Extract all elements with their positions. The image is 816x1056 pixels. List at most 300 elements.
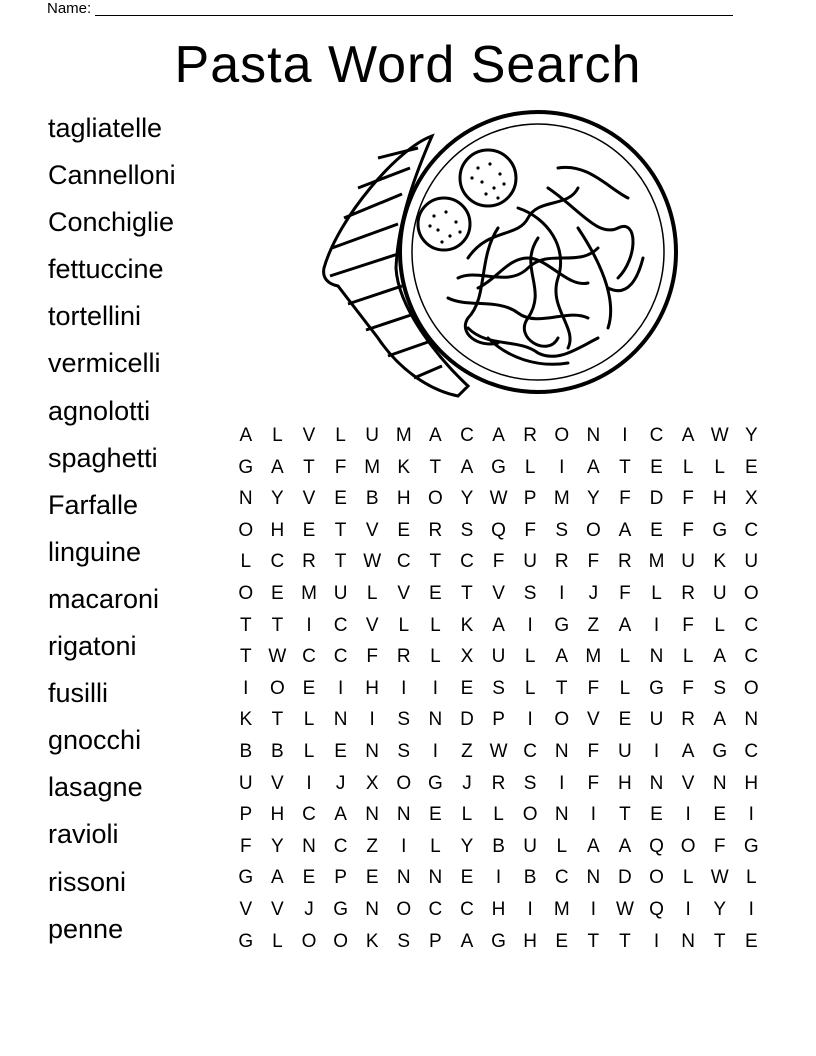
grid-cell: Z (587, 614, 600, 636)
grid-cell: J (462, 772, 472, 794)
grid-cell: C (744, 646, 759, 668)
grid-cell: R (681, 582, 695, 604)
grid-cell: H (396, 488, 411, 510)
grid-cell: E (744, 930, 758, 952)
grid-cell: S (397, 930, 411, 952)
grid-cell: A (334, 804, 347, 826)
grid-cell: Q (649, 835, 664, 857)
grid-cell: L (461, 804, 473, 826)
letter-grid (230, 420, 767, 957)
grid-cell: I (590, 804, 596, 826)
grid-cell: S (523, 582, 537, 604)
grid-cell: B (239, 740, 253, 762)
grid-cell: I (653, 740, 660, 762)
word-item: penne (48, 913, 124, 944)
grid-cell: T (619, 456, 631, 478)
grid-cell: F (587, 551, 600, 573)
grid-cell: E (334, 740, 347, 762)
grid-cell: E (302, 677, 316, 699)
grid-cell: T (619, 804, 631, 826)
grid-cell: A (713, 646, 727, 668)
word-item: vermicelli (48, 348, 161, 379)
name-blank-line (95, 3, 733, 16)
grid-cell: N (302, 835, 316, 857)
grid-cell: A (492, 614, 505, 636)
grid-cell: J (588, 582, 599, 604)
word-item: linguine (48, 536, 142, 567)
grid-cell: F (587, 677, 600, 699)
grid-cell: U (744, 551, 759, 573)
grid-cell: C (396, 551, 411, 573)
grid-cell: V (397, 582, 411, 604)
grid-cell: W (710, 867, 729, 889)
grid-cell: A (713, 709, 727, 731)
word-item: tagliatelle (48, 113, 163, 143)
grid-cell: T (334, 519, 347, 541)
grid-cell: F (682, 488, 694, 510)
grid-row (230, 799, 767, 831)
grid-cell: Q (649, 898, 664, 920)
spaghetti-plate-illustration (318, 108, 680, 404)
grid-row (230, 578, 767, 610)
grid-cell: I (685, 804, 691, 826)
grid-cell: S (555, 519, 569, 541)
grid-cell: L (430, 614, 441, 636)
grid-cell: I (559, 456, 565, 478)
grid-cell: G (238, 456, 254, 478)
grid-cell: C (649, 425, 664, 446)
grid-row (230, 641, 767, 673)
grid-cell: T (271, 614, 284, 636)
grid-row (230, 452, 767, 484)
grid-cell: G (238, 867, 254, 889)
grid-cell: A (460, 930, 474, 952)
grid-cell: O (238, 519, 254, 541)
grid-cell: I (748, 898, 754, 920)
grid-cell: F (587, 740, 600, 762)
grid-cell: F (682, 614, 694, 636)
grid-cell: L (272, 425, 283, 446)
grid-cell: I (527, 614, 533, 636)
grid-cell: B (492, 835, 505, 857)
plate-icon (400, 112, 676, 392)
grid-cell: E (618, 709, 632, 731)
grid-cell: O (522, 804, 538, 826)
grid-cell: T (429, 456, 442, 478)
grid-cell: V (239, 898, 253, 920)
grid-cell: E (334, 488, 347, 510)
grid-cell: R (681, 709, 695, 731)
grid-cell: B (523, 867, 537, 889)
grid-cell: C (744, 519, 759, 541)
grid-cell: G (491, 930, 506, 952)
grid-cell: Q (491, 519, 506, 541)
grid-cell: V (271, 772, 284, 794)
word-item: fusilli (48, 678, 109, 709)
grid-cell: R (491, 772, 506, 794)
word-item: gnocchi (48, 725, 142, 756)
grid-cell: C (460, 551, 474, 573)
grid-cell: A (429, 425, 442, 446)
grid-cell: A (492, 425, 505, 446)
grid-cell: S (492, 677, 505, 699)
grid-cell: O (554, 709, 570, 731)
grid-cell: L (430, 835, 441, 857)
grid-cell: G (333, 898, 348, 920)
grid-cell: N (712, 772, 727, 794)
grid-cell: H (618, 772, 632, 794)
grid-cell: V (681, 772, 695, 794)
grid-cell: M (364, 456, 381, 478)
grid-cell: W (615, 898, 634, 920)
grid-cell: W (489, 488, 508, 510)
grid-cell: O (427, 488, 443, 510)
grid-cell: A (586, 835, 600, 857)
grid-row (230, 894, 767, 926)
grid-cell: E (650, 804, 663, 826)
grid-cell: P (492, 709, 505, 731)
grid-cell: F (713, 835, 726, 857)
grid-cell: O (270, 677, 285, 699)
grid-cell: O (680, 835, 696, 857)
grid-cell: N (586, 425, 601, 446)
grid-cell: A (271, 456, 284, 478)
grid-cell: W (710, 425, 729, 446)
grid-cell: K (365, 930, 379, 952)
grid-cell: D (649, 488, 664, 510)
grid-cell: L (398, 614, 410, 636)
grid-cell: I (306, 614, 312, 636)
grid-cell: T (461, 582, 473, 604)
grid-cell: F (524, 519, 536, 541)
grid-cell: F (587, 772, 600, 794)
grid-cell: O (396, 898, 412, 920)
grid-cell: L (619, 677, 631, 699)
grid-cell: B (271, 740, 284, 762)
grid-cell: C (333, 614, 348, 636)
grid-cell: P (334, 867, 347, 889)
grid-cell: I (559, 772, 565, 794)
grid-cell: C (302, 804, 316, 826)
grid-cell: C (302, 646, 316, 668)
word-item: Conchiglie (48, 207, 175, 238)
grid-cell: I (495, 867, 502, 889)
grid-cell: K (397, 456, 411, 478)
grid-cell: F (682, 677, 694, 699)
grid-cell: E (650, 519, 663, 541)
grid-cell: T (429, 551, 442, 573)
grid-cell: A (618, 519, 632, 541)
grid-cell: E (460, 867, 474, 889)
grid-cell: Z (366, 835, 378, 857)
grid-cell: I (559, 582, 565, 604)
word-item: Cannelloni (48, 160, 176, 191)
grid-cell: U (649, 709, 664, 731)
word-item: spaghetti (48, 442, 158, 473)
grid-cell: W (363, 551, 382, 573)
grid-cell: T (619, 930, 631, 952)
grid-cell: O (743, 582, 759, 604)
grid-cell: E (397, 519, 411, 541)
grid-cell: Y (460, 488, 474, 510)
grid-cell: Y (271, 835, 284, 857)
grid-cell: L (714, 456, 725, 478)
grid-cell: T (303, 456, 315, 478)
grid-cell: L (493, 804, 504, 826)
grid-cell: N (586, 867, 601, 889)
grid-cell: L (619, 646, 631, 668)
grid-cell: N (428, 867, 443, 889)
grid-cell: N (396, 867, 411, 889)
grid-cell: N (396, 804, 411, 826)
grid-cell: E (744, 456, 758, 478)
grid-cell: I (401, 835, 407, 857)
grid-cell: E (271, 582, 284, 604)
grid-cell: P (239, 804, 253, 826)
grid-cell: E (460, 677, 474, 699)
grid-cell: F (682, 519, 694, 541)
word-item: rigatoni (48, 631, 137, 662)
grid-cell: N (428, 709, 443, 731)
grid-cell: V (271, 898, 284, 920)
grid-cell: M (648, 551, 665, 573)
grid-cell: G (712, 740, 728, 762)
grid-cell: A (618, 835, 632, 857)
grid-cell: N (365, 804, 380, 826)
grid-cell: I (685, 898, 691, 920)
grid-cell: U (618, 740, 632, 762)
grid-cell: M (585, 646, 602, 668)
grid-cell: N (333, 709, 348, 731)
grid-cell: S (397, 709, 411, 731)
grid-cell: N (649, 772, 664, 794)
grid-cell: D (460, 709, 474, 731)
grid-cell: L (556, 835, 568, 857)
grid-cell: K (460, 614, 474, 636)
page-title: Pasta Word Search (174, 36, 642, 94)
grid-cell: U (523, 551, 537, 573)
grid-row (230, 483, 767, 515)
grid-cell: G (238, 930, 254, 952)
grid-cell: O (585, 519, 601, 541)
grid-cell: P (523, 488, 537, 510)
grid-cell: S (397, 740, 411, 762)
grid-row (230, 610, 767, 642)
grid-cell: O (743, 677, 759, 699)
grid-cell: B (365, 488, 379, 510)
grid-cell: I (590, 898, 596, 920)
grid-cell: N (744, 709, 759, 731)
word-item: ravioli (48, 819, 119, 850)
word-item: lasagne (48, 772, 143, 803)
grid-cell: I (432, 677, 438, 699)
name-field (47, 0, 747, 18)
grid-cell: H (270, 804, 285, 826)
grid-cell: N (554, 804, 569, 826)
grid-cell: W (489, 740, 508, 762)
grid-cell: N (554, 740, 569, 762)
grid-cell: X (744, 488, 758, 510)
grid-cell: L (366, 582, 378, 604)
grid-cell: O (554, 425, 570, 446)
grid-cell: H (491, 898, 506, 920)
grid-row (230, 673, 767, 705)
grid-row (230, 926, 767, 958)
grid-cell: N (681, 930, 695, 952)
grid-cell: D (618, 867, 632, 889)
grid-cell: R (554, 551, 569, 573)
grid-cell: G (743, 835, 759, 857)
grid-cell: U (365, 425, 380, 446)
grid-cell: I (527, 898, 533, 920)
grid-cell: F (239, 835, 252, 857)
grid-cell: M (301, 582, 317, 604)
grid-row (230, 862, 767, 894)
grid-cell: J (304, 898, 314, 920)
grid-cell: L (430, 646, 441, 668)
grid-cell: O (333, 930, 348, 952)
grid-cell: L (746, 867, 757, 889)
grid-cell: E (365, 867, 379, 889)
grid-cell: O (649, 867, 664, 889)
grid-cell: U (712, 582, 727, 604)
word-item: Farfalle (48, 489, 139, 520)
word-item: agnolotti (48, 395, 151, 426)
grid-cell: L (682, 456, 694, 478)
grid-cell: I (337, 677, 344, 699)
grid-cell: V (302, 488, 316, 510)
grid-cell: N (365, 740, 380, 762)
grid-cell: T (271, 709, 284, 731)
grid-cell: Y (586, 488, 600, 510)
grid-cell: L (524, 646, 536, 668)
grid-cell: I (622, 425, 628, 446)
grid-cell: R (618, 551, 632, 573)
grid-cell: M (553, 898, 570, 920)
grid-cell: A (681, 425, 695, 446)
grid-cell: N (365, 898, 380, 920)
grid-cell: E (429, 804, 442, 826)
grid-cell: L (303, 740, 315, 762)
grid-cell: F (492, 551, 505, 573)
grid-cell: K (239, 709, 253, 731)
grid-cell: E (429, 582, 442, 604)
grid-cell: L (682, 867, 694, 889)
grid-cell: L (272, 930, 283, 952)
grid-row (230, 768, 767, 800)
grid-cell: N (238, 488, 253, 510)
grid-cell: L (682, 646, 694, 668)
grid-cell: V (365, 614, 379, 636)
grid-cell: Y (744, 425, 758, 446)
grid-cell: L (524, 456, 536, 478)
grid-cell: C (460, 425, 474, 446)
grid-cell: W (268, 646, 287, 668)
grid-cell: R (523, 425, 537, 446)
grid-cell: C (460, 898, 474, 920)
grid-cell: R (396, 646, 411, 668)
grid-cell: A (586, 456, 600, 478)
grid-cell: I (401, 677, 407, 699)
word-list (48, 108, 218, 956)
grid-cell: U (333, 582, 348, 604)
grid-cell: T (239, 614, 252, 636)
grid-row (230, 546, 767, 578)
grid-cell: A (460, 456, 474, 478)
grid-row (230, 831, 767, 863)
grid-cell: Y (460, 835, 474, 857)
grid-cell: U (491, 646, 506, 668)
grid-cell: A (271, 867, 284, 889)
grid-cell: A (555, 646, 569, 668)
grid-cell: J (335, 772, 346, 794)
grid-cell: O (396, 772, 412, 794)
grid-cell: C (333, 835, 348, 857)
grid-cell: T (239, 646, 252, 668)
grid-cell: C (744, 614, 759, 636)
grid-cell: H (744, 772, 759, 794)
grid-cell: E (302, 867, 316, 889)
grid-cell: F (334, 456, 347, 478)
grid-cell: A (681, 740, 695, 762)
grid-cell: A (239, 425, 253, 446)
grid-cell: H (270, 519, 285, 541)
grid-cell: L (714, 614, 725, 636)
grid-row (230, 515, 767, 547)
word-item: fettuccine (48, 254, 164, 285)
grid-cell: E (555, 930, 569, 952)
grid-cell: S (460, 519, 474, 541)
grid-cell: H (365, 677, 380, 699)
grid-cell: F (619, 582, 631, 604)
grid-cell: C (554, 867, 569, 889)
grid-cell: L (240, 551, 252, 573)
grid-cell: I (306, 772, 312, 794)
grid-cell: G (427, 772, 443, 794)
grid-cell: L (303, 709, 315, 731)
word-item: macaroni (48, 583, 160, 614)
grid-cell: I (369, 709, 375, 731)
grid-cell: V (302, 425, 316, 446)
name-label: Name: (47, 0, 92, 17)
grid-cell: P (429, 930, 442, 952)
grid-cell: C (428, 898, 443, 920)
grid-cell: U (523, 835, 537, 857)
grid-cell: R (428, 519, 443, 541)
grid-cell: T (334, 551, 347, 573)
grid-cell: I (653, 930, 660, 952)
grid-cell: G (491, 456, 506, 478)
grid-cell: L (651, 582, 662, 604)
grid-row (230, 420, 767, 452)
grid-cell: E (713, 804, 727, 826)
grid-cell: F (619, 488, 631, 510)
grid-cell: C (523, 740, 537, 762)
grid-cell: L (524, 677, 536, 699)
grid-cell: S (713, 677, 727, 699)
word-item: rissoni (48, 866, 127, 897)
grid-cell: K (713, 551, 727, 573)
grid-cell: E (302, 519, 316, 541)
grid-cell: C (270, 551, 285, 573)
grid-cell: I (432, 740, 438, 762)
word-item: tortellini (48, 301, 142, 332)
grid-cell: G (554, 614, 570, 636)
grid-cell: V (365, 519, 379, 541)
grid-cell: I (243, 677, 249, 699)
grid-cell: X (460, 646, 474, 668)
grid-cell: Y (271, 488, 284, 510)
